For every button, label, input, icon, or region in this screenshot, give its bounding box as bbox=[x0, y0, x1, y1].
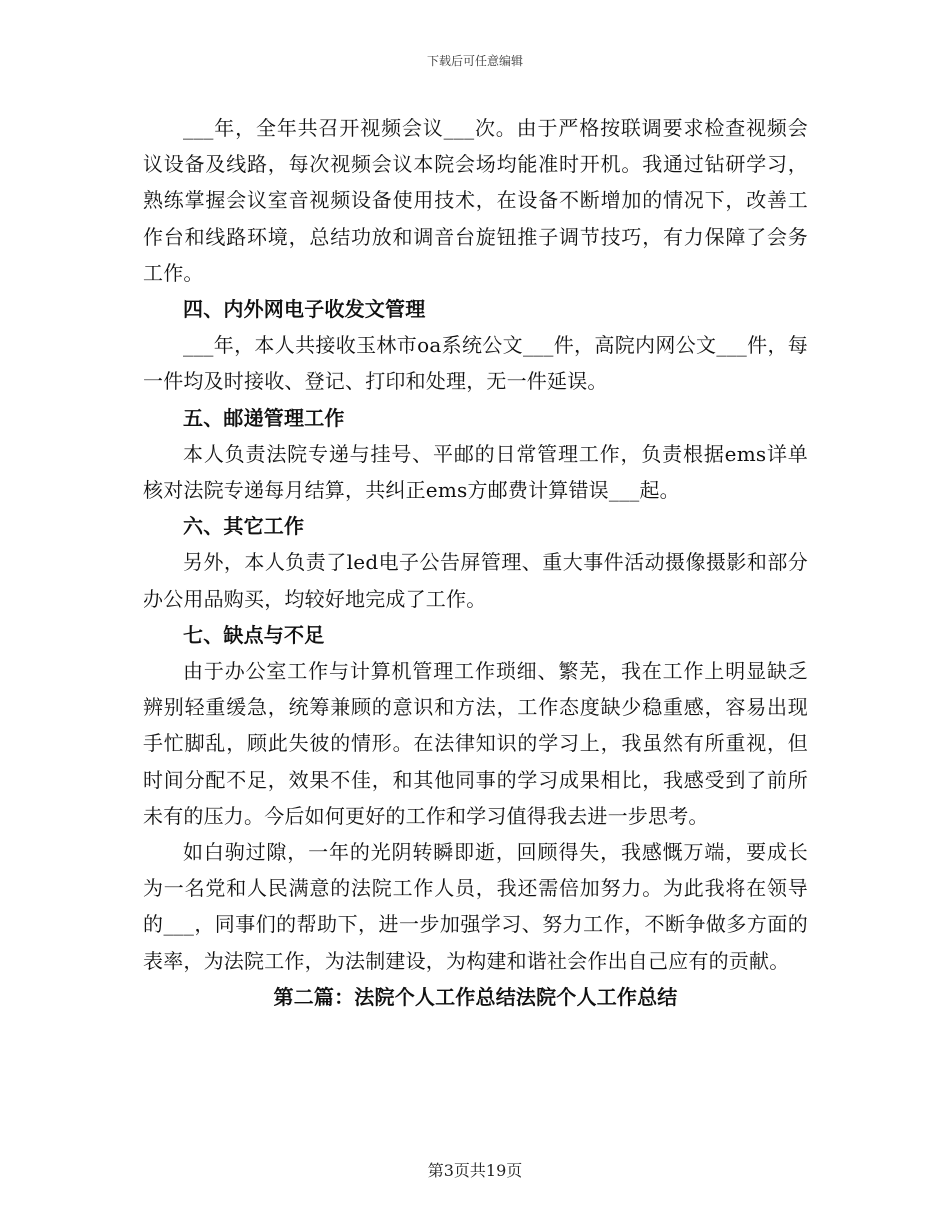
paragraph-conclusion: 如白驹过隙，一年的光阴转瞬即逝，回顾得失，我感慨万端，要成长为一名党和人民满意的法院工作人员，我还需倍加努力。为此我将在领导的___，同事们的帮助下，进一步加强学习、努力工作，不断争做多方面的表率，为法院工作，为法制建设，为构建和谐社会作出自己应有的贡献。 bbox=[143, 840, 808, 973]
heading-section-4: 四、内外网电子收发文管理 bbox=[183, 297, 426, 322]
heading-section-5: 五、邮递管理工作 bbox=[183, 405, 345, 430]
page-header: 下载后可任意编辑 bbox=[426, 54, 523, 68]
second-article-title: 第二篇：法院个人工作总结法院个人工作总结 bbox=[273, 984, 678, 1009]
page-number: 第3页共19页 bbox=[427, 1161, 523, 1180]
heading-section-7: 七、缺点与不足 bbox=[183, 622, 325, 647]
paragraph-shortcomings: 由于办公室工作与计算机管理工作琐细、繁芜，我在工作上明显缺乏辨别轻重缓急，统筹兼顾的意识和方法，工作态度缺少稳重感，容易出现手忙脚乱，顾此失彼的情形。在法律知识的学习上，我虽然有所重视，但时间分配不足，效果不佳，和其他同事的学习成果相比，我感受到了前所未有的压力。今后如何更好的工作和学习值得我去进一步思考。 bbox=[143, 659, 808, 828]
paragraph-other-work: 另外，本人负责了led电子公告屏管理、重大事件活动摄像摄影和部分办公用品购买，均较好地完成了工作。 bbox=[143, 550, 808, 611]
paragraph-video-conference: ___年，全年共召开视频会议___次。由于严格按联调要求检查视频会议设备及线路，每次视频会议本院会场均能准时开机。我通过钻研学习，熟练掌握会议室音视频设备使用技术，在设备不断增加的情况下，改善工作台和线路环境，总结功放和调音台旋钮推子调节技巧，有力保障了会务工作。 bbox=[143, 116, 808, 285]
paragraph-document-management: ___年，本人共接收玉林市oa系统公文___件，高院内网公文___件，每一件均及时接收、登记、打印和处理，无一件延误。 bbox=[143, 333, 808, 394]
heading-section-6: 六、其它工作 bbox=[183, 514, 305, 539]
paragraph-mail-management: 本人负责法院专递与挂号、平邮的日常管理工作，负责根据ems详单核对法院专递每月结算，共纠正ems方邮费计算错误___起。 bbox=[143, 441, 808, 503]
document-body bbox=[143, 110, 808, 1015]
